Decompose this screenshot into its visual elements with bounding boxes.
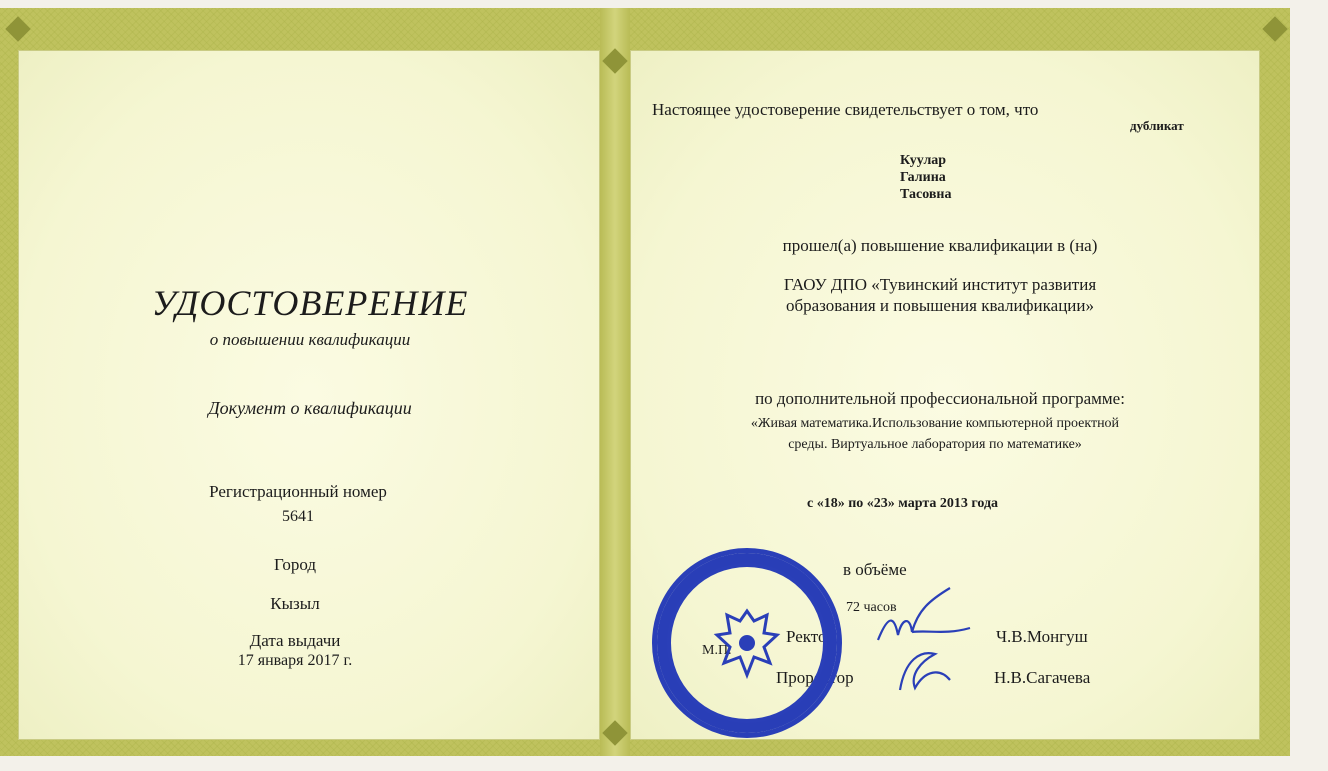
issue-date-label: Дата выдачи [249, 631, 341, 650]
corner-ornament-icon [1262, 16, 1287, 41]
first-name: Галина [900, 170, 946, 185]
prorector-signature-icon [890, 640, 960, 700]
issue-date: 17 января 2017 г. [237, 652, 353, 669]
certificate-subtitle: о повышении квалификации [209, 330, 411, 349]
program-line2: среды. Виртуальное лаборатория по математике» [788, 437, 1082, 452]
patronymic: Тасовна [900, 187, 952, 202]
program-label: по дополнительной профессиональной программе: [755, 389, 1125, 408]
seal-place-label: М.П. [702, 643, 732, 658]
institution-line2: образования и повышения квалификации» [785, 296, 1094, 315]
institution-line1: ГАОУ ДПО «Тувинский институт развития [783, 275, 1097, 294]
passed-text: прошел(а) повышение квалификации в (на) [782, 236, 1098, 255]
training-period: с «18» по «23» марта 2013 года [807, 496, 999, 511]
eagle-emblem-icon [712, 603, 782, 683]
center-fold [600, 8, 630, 756]
surname: Куулар [900, 153, 947, 168]
city: Кызыл [270, 594, 320, 613]
certificate-title: УДОСТОВЕРЕНИЕ [151, 283, 469, 323]
document-type: Документ о квалификации [208, 398, 412, 418]
duplicate-mark: дубликат [1130, 118, 1184, 133]
rector-name: Ч.В.Монгуш [996, 627, 1088, 646]
official-seal-icon [652, 548, 842, 738]
prorector-label: Проректор [776, 668, 854, 687]
volume-label: в объёме [843, 560, 907, 579]
prorector-name: Н.В.Сагачева [994, 668, 1091, 687]
rector-label: Ректор [786, 627, 836, 646]
intro-text: Настоящее удостоверение свидетельствует о том, что [652, 100, 1039, 119]
corner-ornament-icon [5, 16, 30, 41]
hours: 72 часов [846, 600, 897, 615]
reg-number-label: Регистрационный номер [209, 482, 387, 501]
program-line1: «Живая математика.Использование компьютерной проектной [750, 416, 1120, 431]
reg-number: 5641 [282, 508, 314, 525]
city-label: Город [274, 555, 316, 574]
